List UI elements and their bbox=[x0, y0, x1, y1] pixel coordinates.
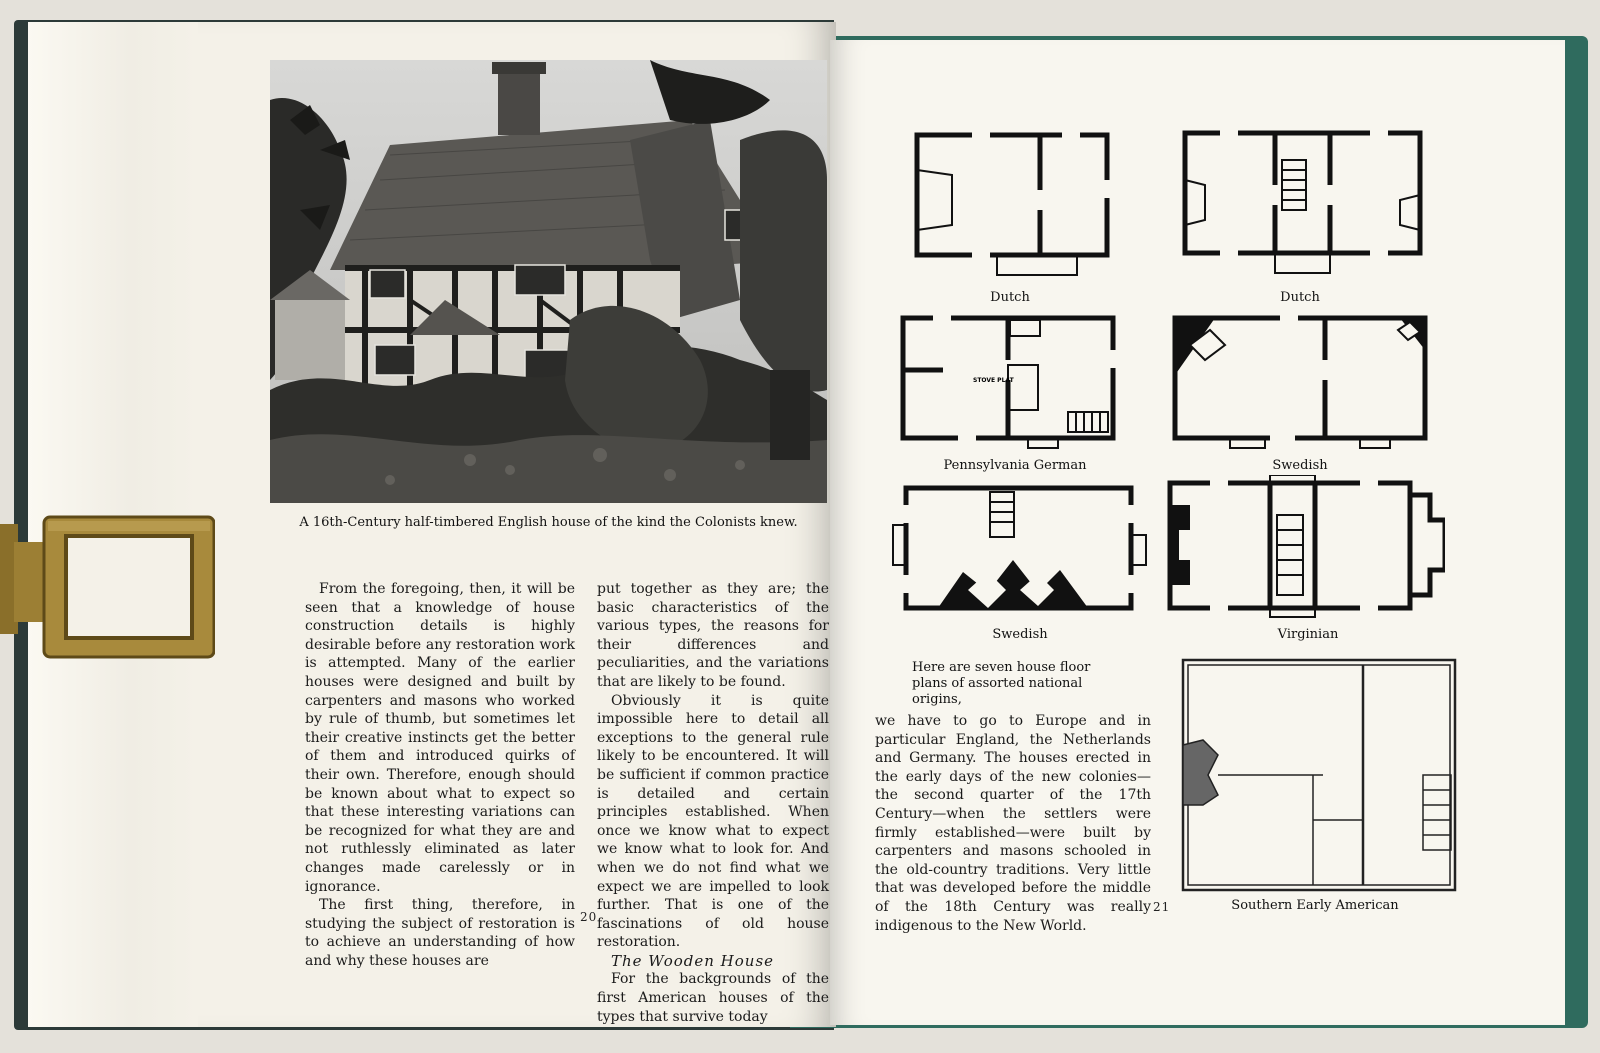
floor-plan-dutch-2 bbox=[1180, 125, 1425, 280]
page-number-left: 20 bbox=[580, 910, 598, 924]
left-page-column-1 bbox=[305, 580, 575, 970]
section-subheading: The Wooden House bbox=[611, 951, 775, 970]
photo-caption: A 16th-Century half-timbered English house of the kind the Colonists knew. bbox=[299, 515, 798, 530]
floor-plan-pennsylvania-german bbox=[898, 310, 1123, 450]
right-page-body-text: we have to go to Europe and in particular England, the Netherlands and Germany. The houses erected in the early days of the new colonies—the second quarter of the 17th Century—when the settlers were firmly established—were built by carpenters and masons schooled in the old-country traditions. Very little that was developed before the middle of the 18th Century was really indigenous to the New World. bbox=[875, 713, 1151, 934]
paragraph: The first thing, therefore, in studying the subject of restoration is to achieve an understanding of how and why these houses are bbox=[305, 897, 575, 969]
paragraph: From the foregoing, then, it will be seen that a knowledge of house construction details is highly desirable before any restoration work is attempted. Many of the earlier houses were designed and built by carpenters and masons who worked by rule of thumb, but sometimes let their creative instincts get the better of them and introduced quirks of their own. Therefore, enough should be known about what to expect so that these interesting variations can be recognized for what they are and not ruthlessly eliminated as later changes made carelessly or in ignorance. bbox=[305, 581, 575, 895]
floor-plan-virginian bbox=[1165, 475, 1445, 620]
brass-page-clip bbox=[0, 512, 215, 662]
stove-plate-label: STOVE PLAT bbox=[973, 377, 1014, 384]
floor-plan-swedish-1 bbox=[1170, 310, 1430, 455]
floor-plan-dutch-1 bbox=[912, 130, 1112, 280]
paragraph: put together as they are; the basic characteristics of the various types, the reasons for their differences and peculiarities, and the variations that are likely to be found. bbox=[597, 581, 829, 690]
plan-label: Swedish bbox=[992, 627, 1048, 642]
floor-plan-southern-early-american bbox=[1178, 655, 1460, 895]
paragraph: Obviously it is quite impossible here to detail all exceptions to the general rule likely to be encountered. It will be sufficient if common practice is detailed and certain principles established. When once we know what to expect we know what to look for. And when we do not find what we expect we are impelled to look further. That is one of the fascinations of old house restoration. bbox=[597, 692, 829, 951]
plan-label: Dutch bbox=[990, 290, 1030, 305]
plan-label: Pennsylvania German bbox=[943, 458, 1087, 473]
house-photograph bbox=[270, 60, 827, 503]
plans-intro-caption: Here are seven house floor plans of assorted national origins, bbox=[912, 660, 1091, 707]
floor-plan-swedish-2 bbox=[888, 480, 1153, 620]
left-page-column-2 bbox=[597, 580, 829, 1026]
paragraph: For the backgrounds of the first American houses of the types that survive today bbox=[597, 971, 829, 1025]
page-number-right: 21 bbox=[1153, 900, 1171, 914]
plan-label: Dutch bbox=[1280, 290, 1320, 305]
plan-label: Swedish bbox=[1272, 458, 1328, 473]
plan-label: Virginian bbox=[1277, 627, 1339, 642]
plan-label: Southern Early American bbox=[1231, 898, 1399, 913]
